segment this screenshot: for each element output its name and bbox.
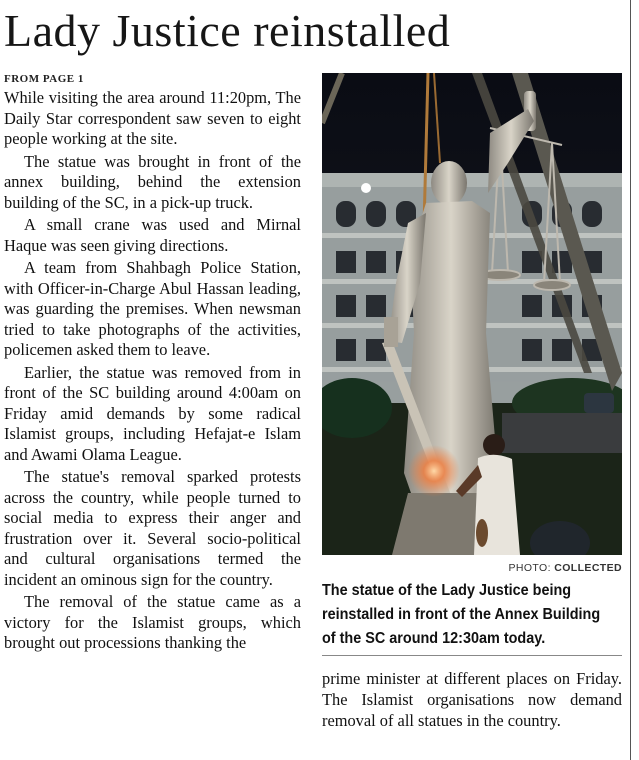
paragraph: The statue's removal sparked protests across the country, while people turned to social media to express their anger and frustration over it. Several socio-political and cultural organisations termed the incident an ominous sign for the country. [4,467,301,589]
paragraph: prime minister at different places on Friday. The Islamist organisations now demand removal of all statues in the country. [322,669,622,730]
paragraph: The removal of the statue came as a victory for the Islamist groups, which brought out processions thanking the [4,592,301,652]
headline: Lady Justice reinstalled [4,5,451,56]
paragraph: While visiting the area around 11:20pm, The Daily Star correspondent saw seven to eight people working at the site. [4,88,301,148]
credit-name: COLLECTED [554,562,622,574]
paragraph: A small crane was used and Mirnal Haque was seen giving directions. [4,215,301,255]
paragraph: A team from Shahbagh Police Station, with Officer-in-Charge Abul Hassan leading, was guarding the premises. When newsman tried to take photographs of the activities, policemen asked them to leave. [4,258,301,359]
credit-prefix: PHOTO: [508,562,555,574]
paragraph: Earlier, the statue was removed from in front of the SC building around 4:00am on Friday amid demands by some radical Islamist groups, including Hefajat-e Islam and Awami Olama League. [4,362,301,464]
news-photo [322,73,622,555]
photo-credit [322,562,622,574]
photo-caption: The statue of the Lady Justice being reinstalled in front of the Annex Building of the SC around 12:30am today. [322,582,601,647]
caption-divider [322,655,622,656]
column-rule [630,0,631,760]
kicker: FROM PAGE 1 [4,73,84,85]
paragraph: The statue was brought in front of the annex building, behind the extension building of the SC, in a pick-up truck. [4,151,301,212]
street-light [361,183,371,193]
article-column-right [322,668,622,731]
article-column-left [4,88,301,656]
